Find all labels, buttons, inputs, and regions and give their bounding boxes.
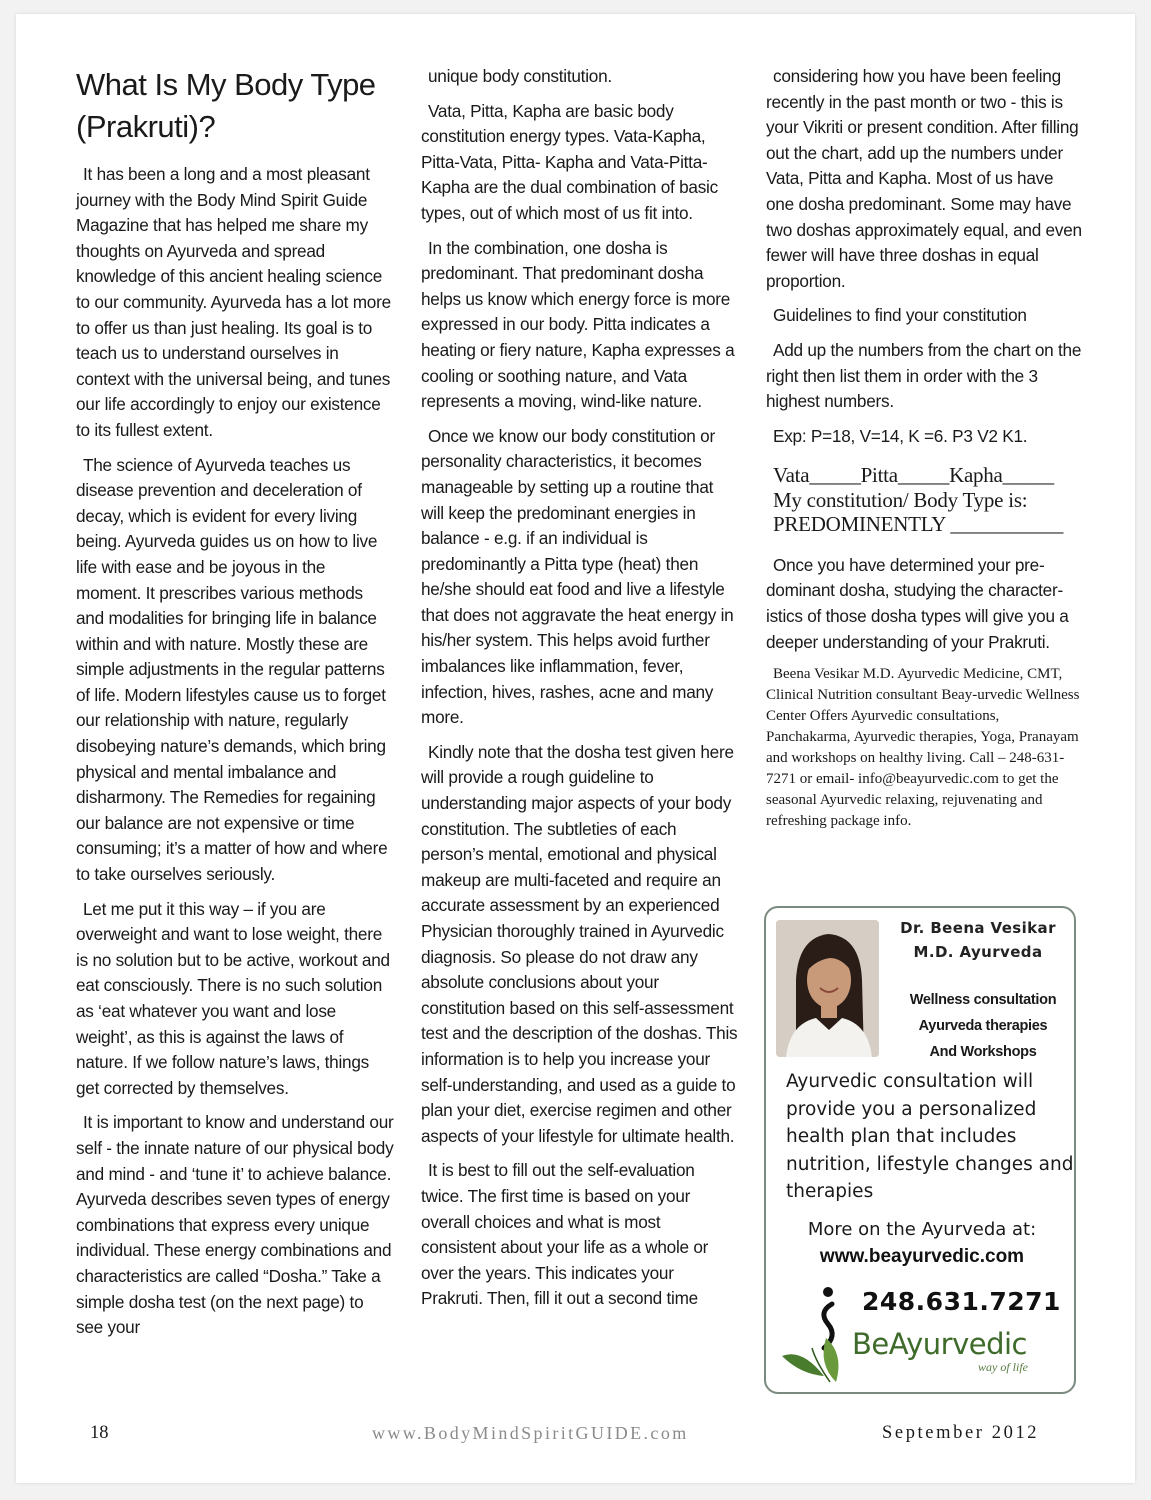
services-list (888, 987, 1078, 1065)
portrait-image (776, 920, 879, 1057)
paragraph: In the combination, one dosha is predominant. That predominant dosha helps us know which energy force is more expressed in our body. Pitta indicates a heating or fiery nature, Kapha expresses a cooling or soothing nature, and Vata represents a moving, wind-like nature. (421, 237, 735, 412)
more-info-label: More on the Ayurveda at: (807, 1219, 1037, 1240)
form-line-predominently: PREDOMINENTLY ___________ (773, 512, 1064, 537)
doctor-name-line-2: M.D. Ayurveda (913, 943, 1043, 961)
title-line-1: What Is My Body Type (76, 67, 376, 102)
website-link[interactable]: www.beayurvedic.com (819, 1246, 1025, 1267)
service-item: Ayurveda therapies (918, 1018, 1048, 1034)
brand-name: BeAyurvedic (852, 1327, 1027, 1361)
doctor-name-line-1: Dr. Beena Vesikar (900, 919, 1056, 937)
service-item: And Workshops (929, 1044, 1037, 1060)
column-2 (421, 64, 739, 1321)
form-line-constitution: My constitution/ Body Type is: (773, 487, 1028, 512)
phone-number[interactable]: 248.631.7271 (862, 1287, 1061, 1316)
article-title (76, 64, 396, 148)
doctor-name (888, 916, 1068, 964)
ad-description: Ayurvedic consultation will provide you a personalized health plan that includes nutrition, lifestyle changes and therapies (786, 1071, 1074, 1202)
paragraph: considering how you have been feeling recently in the past month or two - this is your Vikriti or present condition. After filling out the chart, add up the numbers under Vata, Pitta and Kapha. Most of us have one dosha predominant. Some may have two doshas approximately equal, and even fewer will have three doshas in equal proportion. (766, 66, 1082, 291)
paragraph: Kindly note that the dosha test given here will provide a rough guideline to understanding major aspects of your body constitution. The subtleties of each person’s mental, emotional and physical makeup are multi-faceted and require an accurate assessment by an experienced Physician thoroughly trained in Ayurvedic diagnosis. So please do not draw any absolute conclusions about your constitution based on this self-assessment test and the description of the doshas. This information is to help you increase your self-understanding, and used as a guide to plan your diet, exercise regimen and other aspects of your lifestyle for ultimate health. (421, 741, 738, 1146)
leaf-logo-icon (772, 1278, 862, 1388)
paragraph: It has been a long and a most pleasant journey with the Body Mind Spirit Guide Magazine that has helped me share my thoughts on Ayurveda and spread knowledge of this ancient healing science to our community. Ayurveda has a lot more to offer us than just healing. Its goal is to teach us to understand ourselves in context with the universal being, and tunes our life accordingly to enjoy our existence to its fullest extent. (76, 164, 391, 440)
paragraph: Once you have determined your pre-dominant dosha, studying the character-istics of those dosha types will give you a deeper understanding of your Prakruti. (766, 554, 1069, 652)
title-line-2: (Prakruti)? (76, 109, 216, 144)
paragraph: Vata, Pitta, Kapha are basic body constitution energy types. Vata-Kapha, Pitta-Vata, Pitta- Kapha and Vata-Pitta-Kapha are the dual combination of basic types, out of which most of us fit into. (421, 100, 718, 223)
paragraph: Add up the numbers from the chart on the right then list them in order with the 3 highest numbers. (766, 339, 1082, 412)
issue-date: September 2012 (882, 1423, 1040, 1443)
service-item: Wellness consultation (909, 992, 1057, 1008)
advertisement-box (764, 906, 1076, 1394)
paragraph: It is best to fill out the self-evaluation twice. The first time is based on your overall choices and what is most consistent about your life as a whole or over the years. This indicates your Prakruti. Then, fill it out a second time (421, 1160, 709, 1309)
paragraph: Let me put it this way – if you are overweight and want to lose weight, there is no solution but to be active, workout and eat consciously. There is no such solution as ‘eat whatever you want and lose weight’, as this is against the laws of nature. If we follow nature’s laws, things get corrected by themselves. (76, 898, 390, 1098)
column-3 (766, 64, 1084, 841)
doctor-photo (776, 920, 879, 1057)
paragraph: It is important to know and understand our self - the innate nature of our physical body and mind - and ‘tune it’ to achieve balance. Ayurveda describes seven types of energy combinations that express every unique individual. These energy combinations and characteristics are called “Dosha.” Take a simple dosha test (on the next page) to see your (76, 1112, 394, 1338)
paragraph: The science of Ayurveda teaches us disease prevention and deceleration of decay, which is evident for every living being. Ayurveda guides us on how to live life with ease and be joyous in the moment. It prescribes various methods and modalities for bringing life in balance within and with nature. Mostly these are simple adjustments in the regular patterns of life. Modern lifestyles cause us to forget our relationship with nature, regularly disobeying nature’s demands, which bring physical and mental imbalance and disharmony. The Remedies for regaining our balance are not expensive or time consuming; it’s a matter of how and where to take ourselves seriously. (76, 454, 388, 885)
example-line: Exp: P=18, V=14, K =6. P3 V2 K1. (773, 425, 1028, 446)
form-line-doshas: Vata_____Pitta_____Kapha_____ (773, 463, 1054, 488)
paragraph: unique body constitution. (428, 66, 612, 86)
paragraph: Once we know our body constitution or personality characteristics, it becomes manageable by setting up a routine that will keep the predominant energies in balance - e.g. if an individual is predominantly a Pitta type (heat) then he/she should eat food and live a lifestyle that does not aggravate the heat energy in his/her system. This helps avoid further imbalances like inflammation, fever, infection, hives, rashes, acne and many more. (421, 425, 734, 728)
footer-website[interactable]: www.BodyMindSpiritGUIDE.com (372, 1423, 689, 1443)
page-number: 18 (90, 1423, 109, 1443)
brand-tagline: way of life (978, 1360, 1028, 1374)
author-bio: Beena Vesikar M.D. Ayurvedic Medicine, CMT, Clinical Nutrition consultant Beay-urvedic Wellness Center Offers Ayurvedic consultations, Panchakarma, Ayurvedic therapies, Yoga, Pranayam and workshops on healthy living. Call – 248-631-7271 or email- info@beayurvedic.com to get the seasonal Ayurvedic relaxing, rejuvenating and refreshing package info. (766, 666, 1080, 830)
column-1 (76, 162, 394, 1350)
constitution-form (773, 463, 1084, 537)
guidelines-heading: Guidelines to find your constitution (773, 305, 1027, 326)
